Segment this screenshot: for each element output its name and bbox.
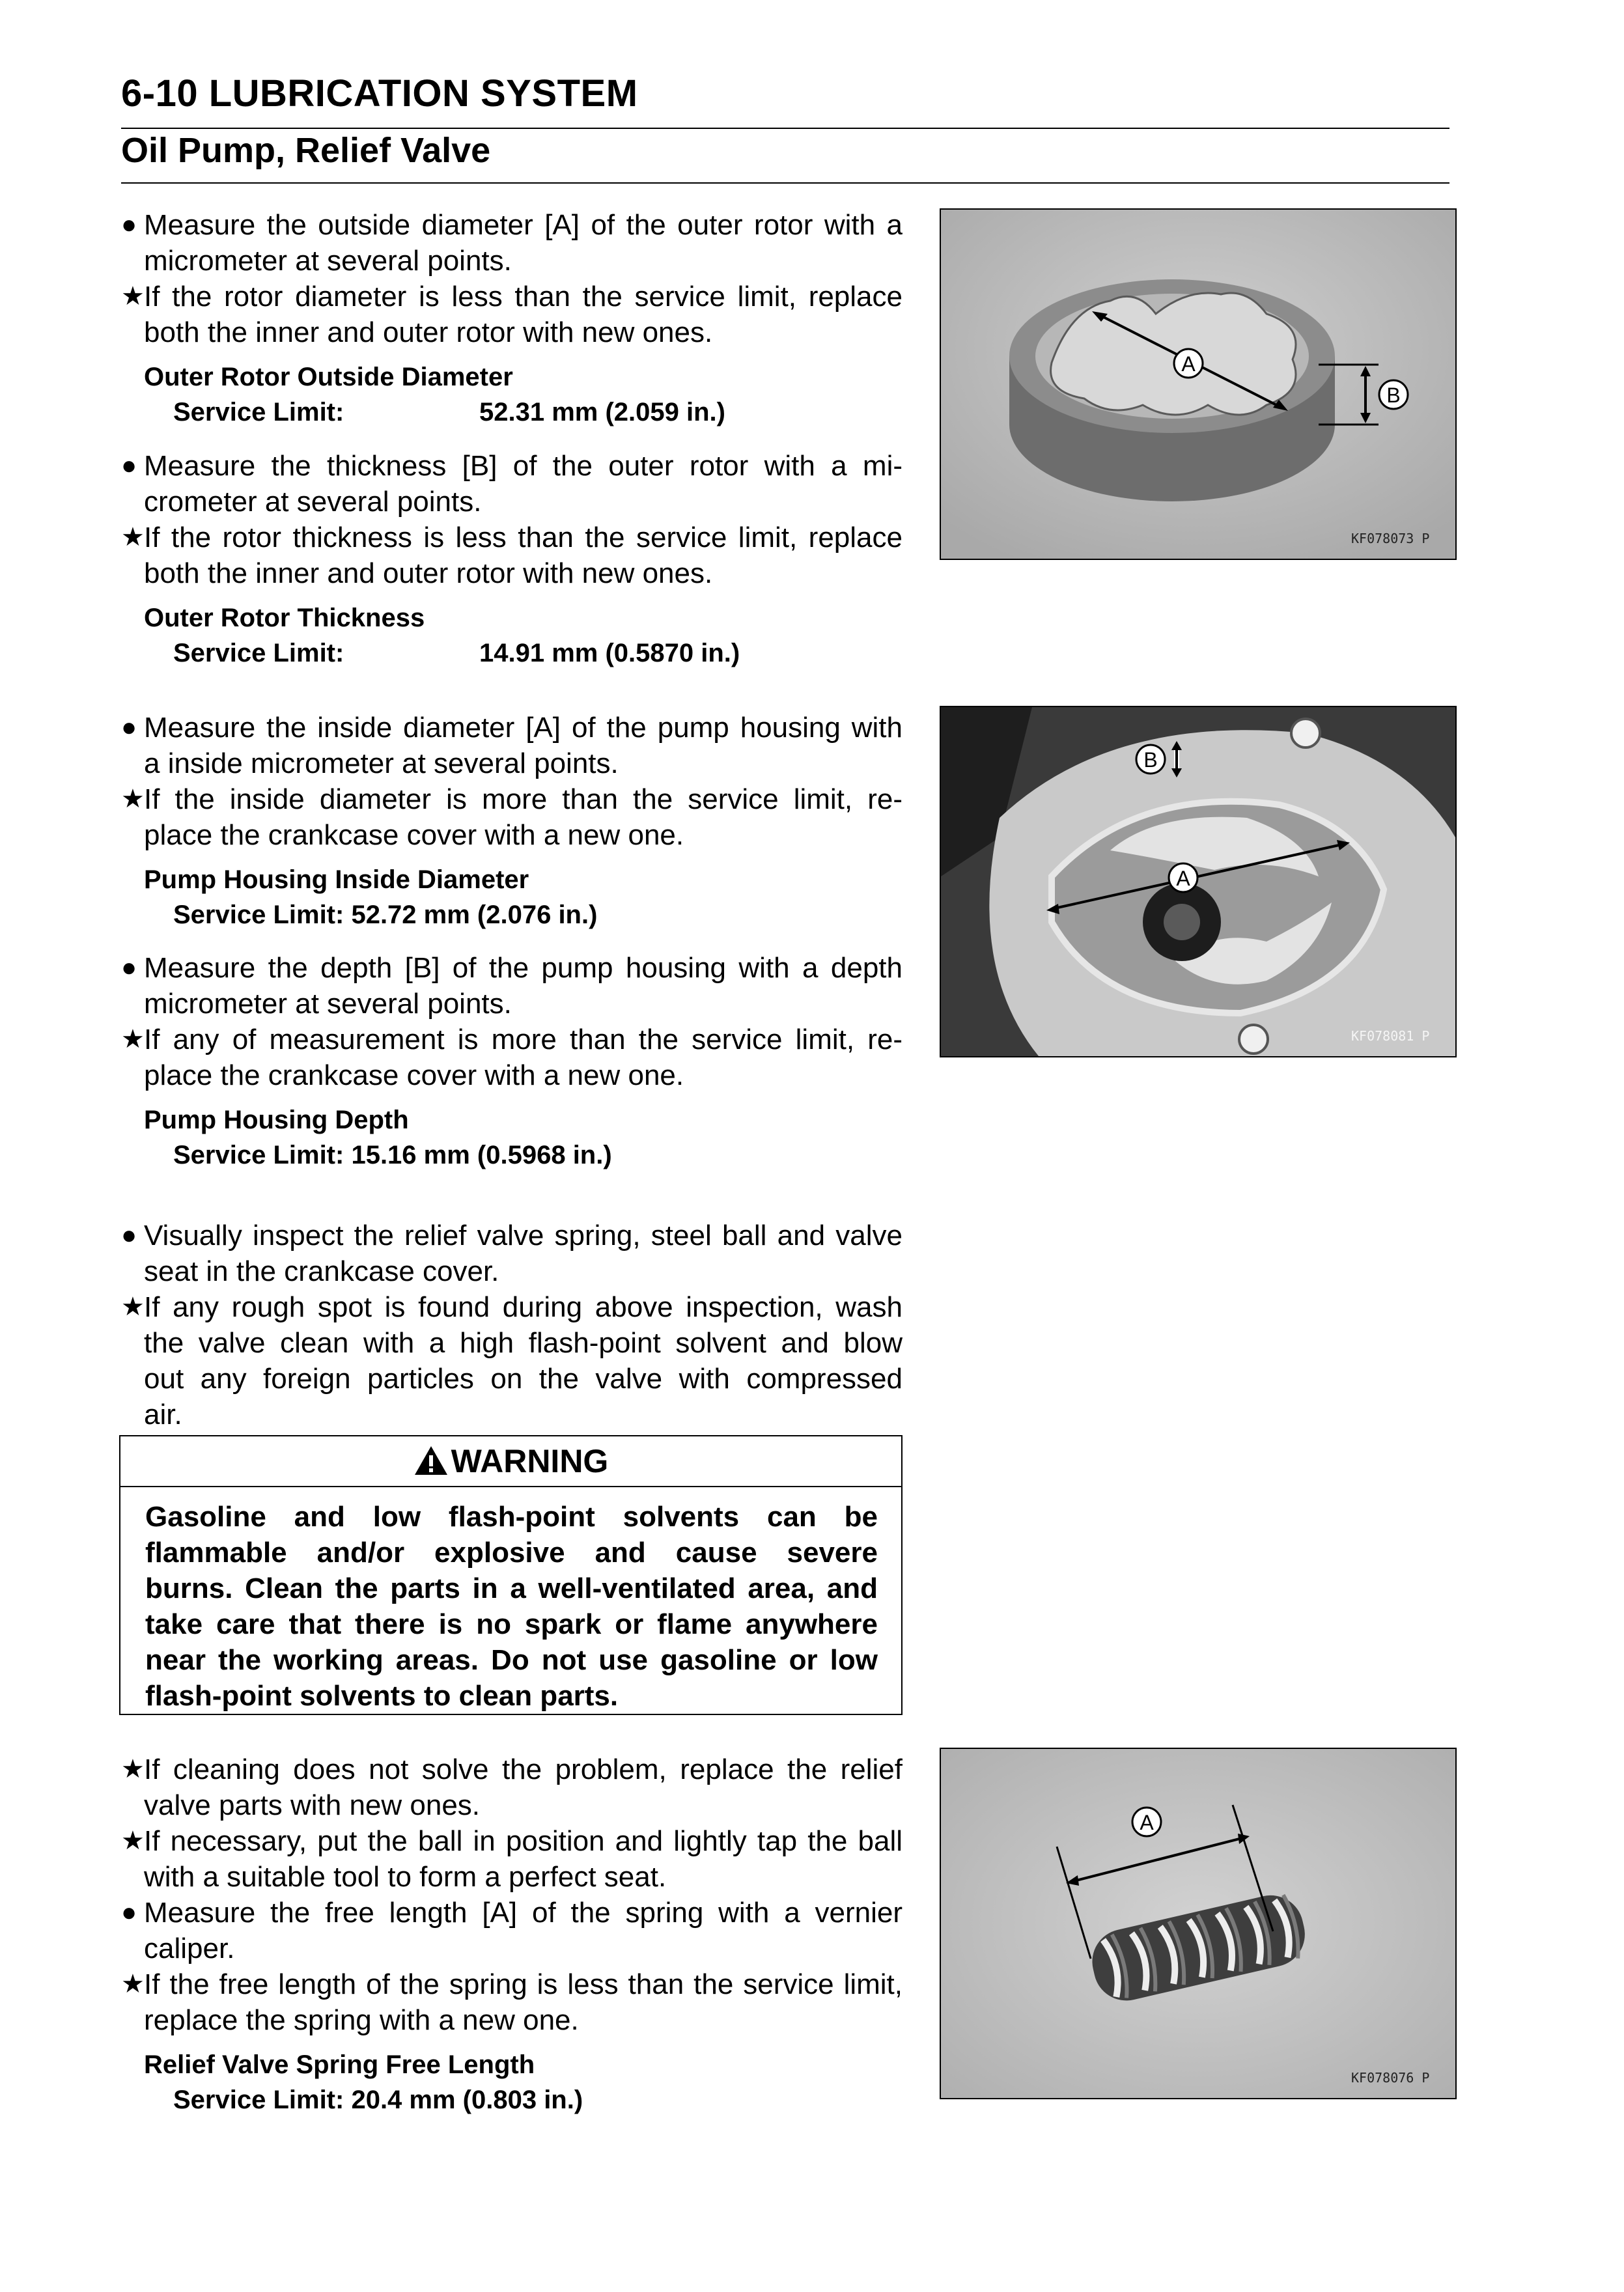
instruction-line: seat in the crankcase cover. (144, 1255, 499, 1287)
header-rule-bottom (121, 182, 1449, 184)
instruction-line: both the inner and outer rotor with new ones. (144, 557, 713, 589)
warning-header (120, 1436, 901, 1487)
spec-title: Pump Housing Inside Diameter (144, 865, 529, 894)
warning-line: burns. Clean the parts in a well-ventilated area, and (145, 1572, 878, 1604)
instruction-line: crometer at several points. (144, 486, 482, 518)
figure-pump-housing (940, 706, 1457, 1057)
instruction-line: place the crankcase cover with a new one. (144, 819, 684, 851)
instruction-line: ★ If the free length of the spring is less than the service limit, (121, 1966, 903, 2002)
instruction-line: ● Measure the inside diameter [A] of the pump housing with (121, 710, 903, 746)
spec-thickness (144, 600, 903, 671)
instruction-line: ★ If necessary, put the ball in position and lightly tap the ball (121, 1823, 903, 1859)
chapter-title: 6-10 LUBRICATION SYSTEM (121, 72, 638, 115)
spec-title: Relief Valve Spring Free Length (144, 2050, 535, 2079)
instruction-line: both the inner and outer rotor with new ones. (144, 316, 713, 348)
instruction-line: replace the spring with a new one. (144, 2004, 579, 2036)
thickness-instructions (121, 448, 903, 671)
housing-diameter-instructions (121, 710, 903, 932)
instruction-line: ★ If any rough spot is found during above inspection, wash (121, 1289, 903, 1325)
section-title: Oil Pump, Relief Valve (121, 131, 491, 170)
warning-triangle-icon (413, 1445, 449, 1476)
figure-spring (940, 1748, 1457, 2099)
spec-value: 20.4 mm (0.803 in.) (351, 2086, 583, 2114)
spec-value: 52.31 mm (2.059 in.) (479, 398, 725, 426)
svg-text:A: A (1181, 352, 1196, 376)
instruction-line: ★ If the rotor thickness is less than the service limit, replace (121, 520, 903, 555)
spec-housing-diameter (144, 862, 903, 932)
instruction-line: out any foreign particles on the valve with compressed (144, 1363, 903, 1395)
star-icon: ★ (121, 785, 145, 813)
warning-line: flash-point solvents to clean parts. (145, 1680, 619, 1712)
instruction-line: ★ If any of measurement is more than the service limit, re- (121, 1022, 903, 1057)
warning-title: WARNING (451, 1443, 609, 1479)
instruction-line: ★ If cleaning does not solve the problem, replace the relief (121, 1752, 903, 1787)
instruction-line: the valve clean with a high flash-point solvent and blow (144, 1327, 903, 1359)
figure-code: KF078073 P (1351, 531, 1430, 546)
bullet-icon: ● (121, 451, 137, 480)
header-rule-top (121, 128, 1449, 129)
svg-text:A: A (1176, 867, 1190, 890)
star-icon: ★ (121, 1826, 145, 1855)
instruction-line: ★ If the inside diameter is more than the service limit, re- (121, 781, 903, 817)
star-icon: ★ (121, 282, 145, 311)
instruction-line: ● Measure the thickness [B] of the outer rotor with a mi- (121, 448, 903, 484)
bullet-icon: ● (121, 1898, 137, 1927)
instruction-line: ★ If the rotor diameter is less than the service limit, replace (121, 279, 903, 314)
spec-label: Service Limit: (173, 2086, 344, 2114)
instruction-line: micrometer at several points. (144, 988, 512, 1020)
instruction-line: micrometer at several points. (144, 245, 512, 277)
spring-instructions (121, 1752, 903, 2117)
bullet-icon: ● (121, 953, 137, 982)
spec-value: 14.91 mm (0.5870 in.) (479, 639, 740, 667)
instruction-line: ● Measure the free length [A] of the spring with a vernier (121, 1895, 903, 1931)
instruction-line: valve parts with new ones. (144, 1789, 481, 1821)
instruction-line: ● Visually inspect the relief valve spring, steel ball and valve (121, 1218, 903, 1253)
instruction-line: ● Measure the outside diameter [A] of the outer rotor with a (121, 207, 903, 243)
bullet-icon: ● (121, 210, 137, 239)
instruction-line: with a suitable tool to form a perfect seat. (144, 1861, 667, 1893)
bullet-icon: ● (121, 713, 137, 742)
instruction-line: air. (144, 1399, 182, 1431)
spec-label: Service Limit: (173, 639, 344, 667)
spec-title: Outer Rotor Thickness (144, 604, 425, 632)
figure-code: KF078081 P (1351, 1028, 1430, 1044)
spec-label: Service Limit: (173, 1141, 344, 1169)
svg-text:B: B (1386, 384, 1401, 407)
housing-depth-instructions (121, 950, 903, 1173)
spec-label: Service Limit: (173, 398, 344, 426)
warning-line: take care that there is no spark or flame anywhere (145, 1608, 878, 1640)
bullet-icon: ● (121, 1221, 137, 1250)
relief-valve-instructions (121, 1218, 903, 1432)
warning-line: flammable and/or explosive and cause severe (145, 1537, 878, 1569)
star-icon: ★ (121, 1755, 145, 1783)
instruction-line: caliper. (144, 1933, 235, 1964)
instruction-line: place the crankcase cover with a new one. (144, 1059, 684, 1091)
spec-title: Pump Housing Depth (144, 1106, 409, 1134)
warning-line: Gasoline and low flash-point solvents can be (145, 1501, 878, 1533)
warning-line: near the working areas. Do not use gasoline or low (145, 1644, 878, 1676)
svg-text:B: B (1143, 748, 1158, 772)
warning-box (119, 1435, 903, 1715)
outer-diameter-instructions (121, 207, 903, 430)
spec-value: 52.72 mm (2.076 in.) (351, 901, 598, 929)
spec-outer-diameter (144, 359, 903, 430)
figure-code: KF078076 P (1351, 2070, 1430, 2086)
spec-housing-depth (144, 1102, 903, 1173)
figure-outer-rotor (940, 208, 1457, 560)
spec-label: Service Limit: (173, 901, 344, 929)
warning-text (120, 1487, 901, 1714)
star-icon: ★ (121, 1293, 145, 1321)
spec-title: Outer Rotor Outside Diameter (144, 363, 513, 391)
star-icon: ★ (121, 1970, 145, 1998)
spec-spring-length (144, 2047, 903, 2117)
star-icon: ★ (121, 523, 145, 552)
svg-text:A: A (1140, 1811, 1154, 1834)
star-icon: ★ (121, 1025, 145, 1054)
instruction-line: a inside micrometer at several points. (144, 748, 619, 779)
spec-value: 15.16 mm (0.5968 in.) (351, 1141, 612, 1169)
instruction-line: ● Measure the depth [B] of the pump housing with a depth (121, 950, 903, 986)
